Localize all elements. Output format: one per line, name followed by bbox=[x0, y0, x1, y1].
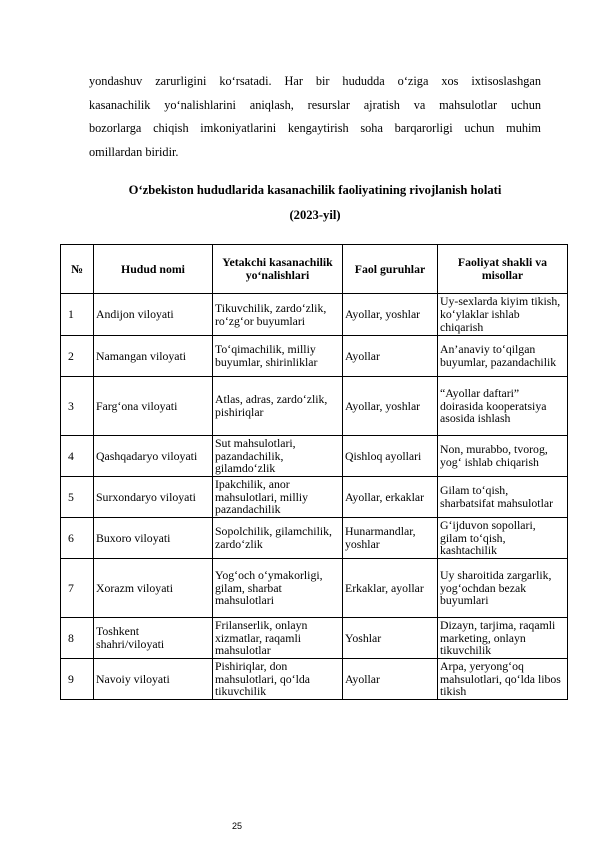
header-directions: Yetakchi kasanachilik yo‘nalishlari bbox=[213, 245, 343, 294]
cell-groups: Ayollar bbox=[343, 659, 438, 700]
page-number: 25 bbox=[232, 821, 243, 831]
header-region: Hudud nomi bbox=[94, 245, 213, 294]
table-row bbox=[61, 659, 568, 700]
table-title: O‘zbekiston hududlarida kasanachilik faoliyatining rivojlanish holati bbox=[128, 183, 502, 197]
cell-directions: Sopolchilik, gilamchilik, zardo‘zlik bbox=[213, 518, 343, 559]
body-paragraph bbox=[89, 70, 541, 164]
cell-forms: Dizayn, tarjima, raqamli marketing, onlayn tikuvchilik bbox=[438, 618, 568, 659]
header-groups: Faol guruhlar bbox=[343, 245, 438, 294]
cell-region: Qashqadaryo viloyati bbox=[94, 436, 213, 477]
table-row bbox=[61, 618, 568, 659]
cell-number: 2 bbox=[61, 336, 94, 377]
cell-region: Navoiy viloyati bbox=[94, 659, 213, 700]
table-subtitle-year: (2023-yil) bbox=[289, 208, 341, 222]
paragraph-line: bozorlarga chiqish imkoniyatlarini kengaytirish soha barqarorligi uchun muhim bbox=[89, 121, 541, 136]
table-header-row bbox=[61, 245, 568, 294]
cell-region: Toshkent shahri/viloyati bbox=[94, 618, 213, 659]
table-row bbox=[61, 559, 568, 618]
cell-region: Farg‘ona viloyati bbox=[94, 377, 213, 436]
cell-directions: Sut mahsulotlari, pazandachilik, gilamdo‘zlik bbox=[213, 436, 343, 477]
table-row bbox=[61, 336, 568, 377]
header-forms: Faoliyat shakli va misollar bbox=[438, 245, 568, 294]
cell-directions: Ipakchilik, anor mahsulotlari, milliy pazandachilik bbox=[213, 477, 343, 518]
cell-number: 7 bbox=[61, 559, 94, 618]
header-number: № bbox=[61, 245, 94, 294]
cell-groups: Qishloq ayollari bbox=[343, 436, 438, 477]
cell-groups: Ayollar, erkaklar bbox=[343, 477, 438, 518]
table-row bbox=[61, 436, 568, 477]
table-row bbox=[61, 518, 568, 559]
cell-forms: Uy-sexlarda kiyim tikish, ko‘ylaklar ishlab chiqarish bbox=[438, 294, 568, 336]
paragraph-line: omillardan biridir. bbox=[89, 144, 179, 159]
cell-forms: “Ayollar daftari” doirasida kooperatsiya asosida ishlash bbox=[438, 377, 568, 436]
cell-number: 8 bbox=[61, 618, 94, 659]
cell-region: Namangan viloyati bbox=[94, 336, 213, 377]
cell-groups: Yoshlar bbox=[343, 618, 438, 659]
cell-forms: Uy sharoitida zargarlik, yog‘ochdan bezak buyumlari bbox=[438, 559, 568, 618]
cell-number: 5 bbox=[61, 477, 94, 518]
cell-directions: Yog‘och o‘ymakorligi, gilam, sharbat mahsulotlari bbox=[213, 559, 343, 618]
table-row bbox=[61, 294, 568, 336]
cell-forms: An’anaviy to‘qilgan buyumlar, pazandachilik bbox=[438, 336, 568, 377]
paragraph-line: kasanachilik yo‘nalishlarini aniqlash, resurslar ajratish va mahsulotlar uchun bbox=[89, 97, 541, 112]
cell-forms: G‘ijduvon sopollari, gilam to‘qish, kashtachilik bbox=[438, 518, 568, 559]
cell-region: Buxoro viloyati bbox=[94, 518, 213, 559]
cell-directions: Frilanserlik, onlayn xizmatlar, raqamli mahsulotlar bbox=[213, 618, 343, 659]
cell-number: 6 bbox=[61, 518, 94, 559]
cell-region: Surxondaryo viloyati bbox=[94, 477, 213, 518]
cell-forms: Non, murabbo, tvorog, yog‘ ishlab chiqarish bbox=[438, 436, 568, 477]
cell-number: 1 bbox=[61, 294, 94, 336]
cell-number: 4 bbox=[61, 436, 94, 477]
cell-forms: Gilam to‘qish, sharbatsifat mahsulotlar bbox=[438, 477, 568, 518]
cell-number: 9 bbox=[61, 659, 94, 700]
table-row bbox=[61, 477, 568, 518]
cell-groups: Ayollar bbox=[343, 336, 438, 377]
regions-table bbox=[60, 244, 568, 700]
table-row bbox=[61, 377, 568, 436]
cell-forms: Arpa, yeryong‘oq mahsulotlari, qo‘lda libos tikish bbox=[438, 659, 568, 700]
cell-number: 3 bbox=[61, 377, 94, 436]
cell-region: Xorazm viloyati bbox=[94, 559, 213, 618]
cell-groups: Erkaklar, ayollar bbox=[343, 559, 438, 618]
cell-region: Andijon viloyati bbox=[94, 294, 213, 336]
cell-groups: Ayollar, yoshlar bbox=[343, 294, 438, 336]
cell-directions: Atlas, adras, zardo‘zlik, pishiriqlar bbox=[213, 377, 343, 436]
cell-groups: Ayollar, yoshlar bbox=[343, 377, 438, 436]
paragraph-line: yondashuv zarurligini ko‘rsatadi. Har bir hududda o‘ziga xos ixtisoslashgan bbox=[89, 74, 541, 88]
cell-groups: Hunarmandlar, yoshlar bbox=[343, 518, 438, 559]
cell-directions: Pishiriqlar, don mahsulotlari, qo‘lda tikuvchilik bbox=[213, 659, 343, 700]
cell-directions: Tikuvchilik, zardo‘zlik, ro‘zg‘or buyumlari bbox=[213, 294, 343, 336]
cell-directions: To‘qimachilik, milliy buyumlar, shirinliklar bbox=[213, 336, 343, 377]
